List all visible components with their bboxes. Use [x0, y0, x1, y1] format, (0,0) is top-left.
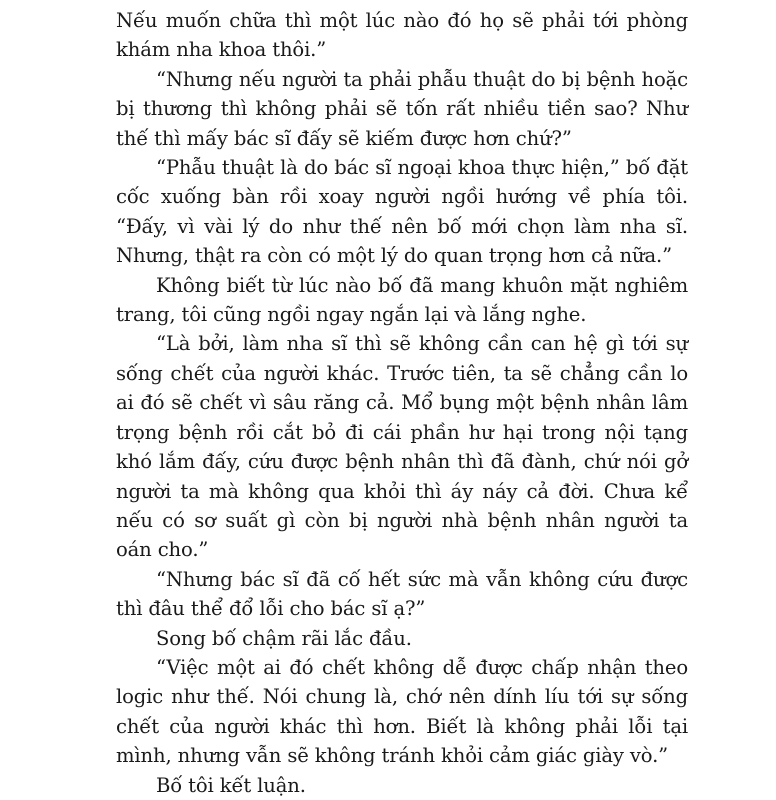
- paragraph-5: “Là bởi, làm nha sĩ thì sẽ không cần can hệ gì tới sự sống chết của người khác. Trước tiên, ta sẽ chẳng cần lo ai đó sẽ chết vì sâu răng cả. Mổ bụng một bệnh nhân lâm trọng bệnh rồi cắt bỏ đi cái phần hư hại trong nội tạng khó lắm đấy, cứu được bệnh nhân thì đã đành, chứ nói gở người ta mà không qua khỏi thì áy náy cả đời. Chưa kể nếu có sơ suất gì còn bị người nhà bệnh nhân người ta oán cho.”: [116, 332, 688, 562]
- paragraph-2: “Nhưng nếu người ta phải phẫu thuật do bị bệnh hoặc bị thương thì không phải sẽ tốn rất nhiều tiền sao? Như thế thì mấy bác sĩ đấy sẽ kiếm được hơn chứ?”: [116, 67, 688, 150]
- paragraph-9: Bố tôi kết luận.: [156, 773, 306, 797]
- paragraph-8: “Việc một ai đó chết không dễ được chấp nhận theo logic như thế. Nói chung là, chớ nên dính líu tới sự sống chết của người khác thì hơn. Biết là không phải lỗi tại mình, nhưng vẫn sẽ không tránh khỏi cảm giác giày vò.”: [116, 655, 688, 768]
- page-text-block: [116, 6, 688, 800]
- paragraph-6: “Nhưng bác sĩ đã cố hết sức mà vẫn không cứu được thì đâu thể đổ lỗi cho bác sĩ ạ?”: [116, 567, 688, 621]
- paragraph-3: “Phẫu thuật là do bác sĩ ngoại khoa thực hiện,” bố đặt cốc xuống bàn rồi xoay người ngồi hướng về phía tôi. “Đấy, vì vài lý do như thế nên bố mới chọn làm nha sĩ. Nhưng, thật ra còn có một lý do quan trọng hơn cả nữa.”: [116, 156, 688, 268]
- paragraph-7: Song bố chậm rãi lắc đầu.: [156, 626, 412, 650]
- paragraph-4: Không biết từ lúc nào bố đã mang khuôn mặt nghiêm trang, tôi cũng ngồi ngay ngắn lại và lắng nghe.: [116, 273, 688, 327]
- paragraph-1: Nếu muốn chữa thì một lúc nào đó họ sẽ phải tới phòng khám nha khoa thôi.”: [116, 9, 688, 62]
